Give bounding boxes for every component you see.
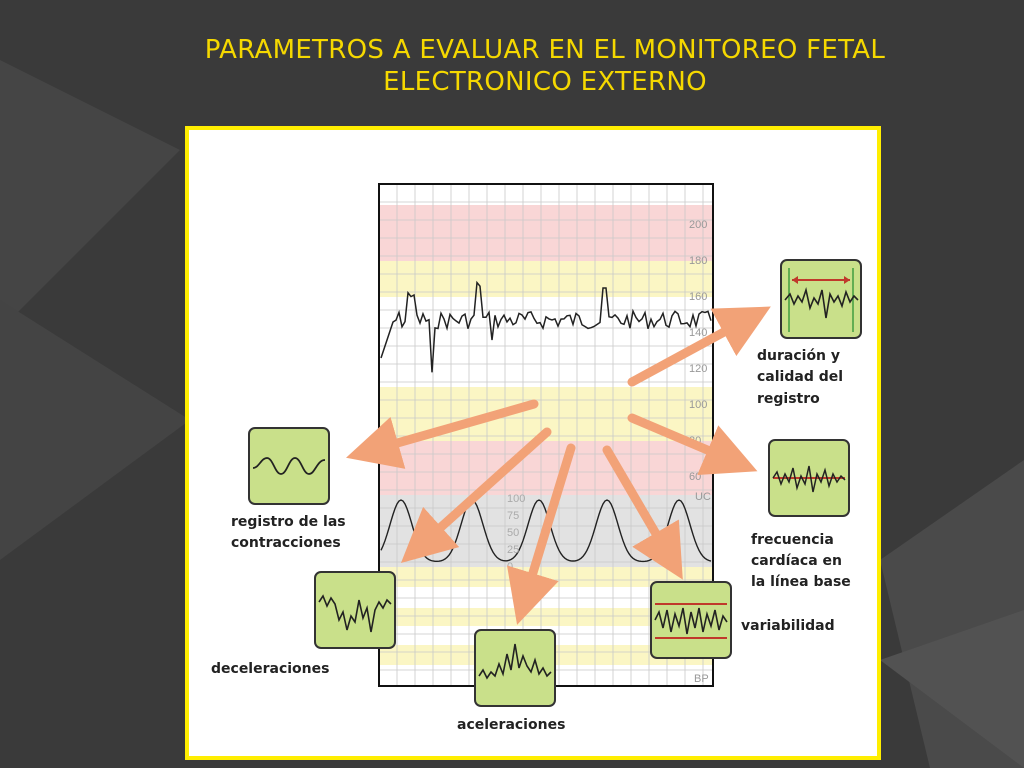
label-duracion-2: calidad del	[757, 369, 844, 385]
title-line-1: PARAMETROS A EVALUAR EN EL MONITOREO FETAL	[204, 35, 886, 65]
icon-duracion	[781, 260, 861, 338]
label-variabilidad: variabilidad	[741, 618, 835, 634]
fhr-tick-label: 160	[689, 291, 708, 303]
fhr-tick-label: 60	[689, 471, 702, 483]
title-line-2: ELECTRONICO EXTERNO	[383, 67, 707, 97]
icon-aceleraciones	[475, 630, 555, 706]
fhr-tick-label: 120	[689, 363, 708, 375]
label-deceleraciones: deceleraciones	[211, 661, 330, 677]
label-aceleraciones: aceleraciones	[457, 717, 566, 733]
fhr-tick-label: 180	[689, 255, 708, 267]
band-red-bottom	[379, 441, 713, 495]
monitoring-diagram	[189, 130, 877, 756]
label-frecuencia-1: frecuencia	[751, 532, 834, 548]
icon-deceleraciones	[315, 572, 395, 648]
icon-contracciones	[249, 428, 329, 504]
uc-tick-label: 75	[507, 510, 520, 522]
icon-frecuencia	[769, 440, 849, 516]
label-duracion-1: duración y	[757, 348, 841, 364]
band-red-top	[379, 205, 713, 261]
diagram-panel	[185, 126, 881, 760]
uc-tick-label: 50	[507, 527, 520, 539]
fhr-tick-label: 100	[689, 399, 708, 411]
bp-unit: BP	[694, 673, 709, 685]
icon-variabilidad	[651, 582, 731, 658]
fhr-tick-label: 80	[689, 435, 702, 447]
fhr-tick-label: 200	[689, 219, 708, 231]
uc-tick-label: 0	[507, 561, 514, 573]
label-duracion-3: registro	[757, 391, 820, 407]
label-contracciones-2: contracciones	[231, 535, 341, 551]
uc-unit: UC	[695, 491, 711, 503]
fhr-tick-label: 140	[689, 327, 708, 339]
slide-title	[0, 34, 1024, 98]
uc-tick-label: 100	[507, 493, 526, 505]
uc-tick-label: 25	[507, 544, 520, 556]
label-frecuencia-3: la línea base	[751, 574, 851, 590]
label-contracciones-1: registro de las	[231, 514, 346, 530]
label-frecuencia-2: cardíaca en	[751, 553, 842, 569]
